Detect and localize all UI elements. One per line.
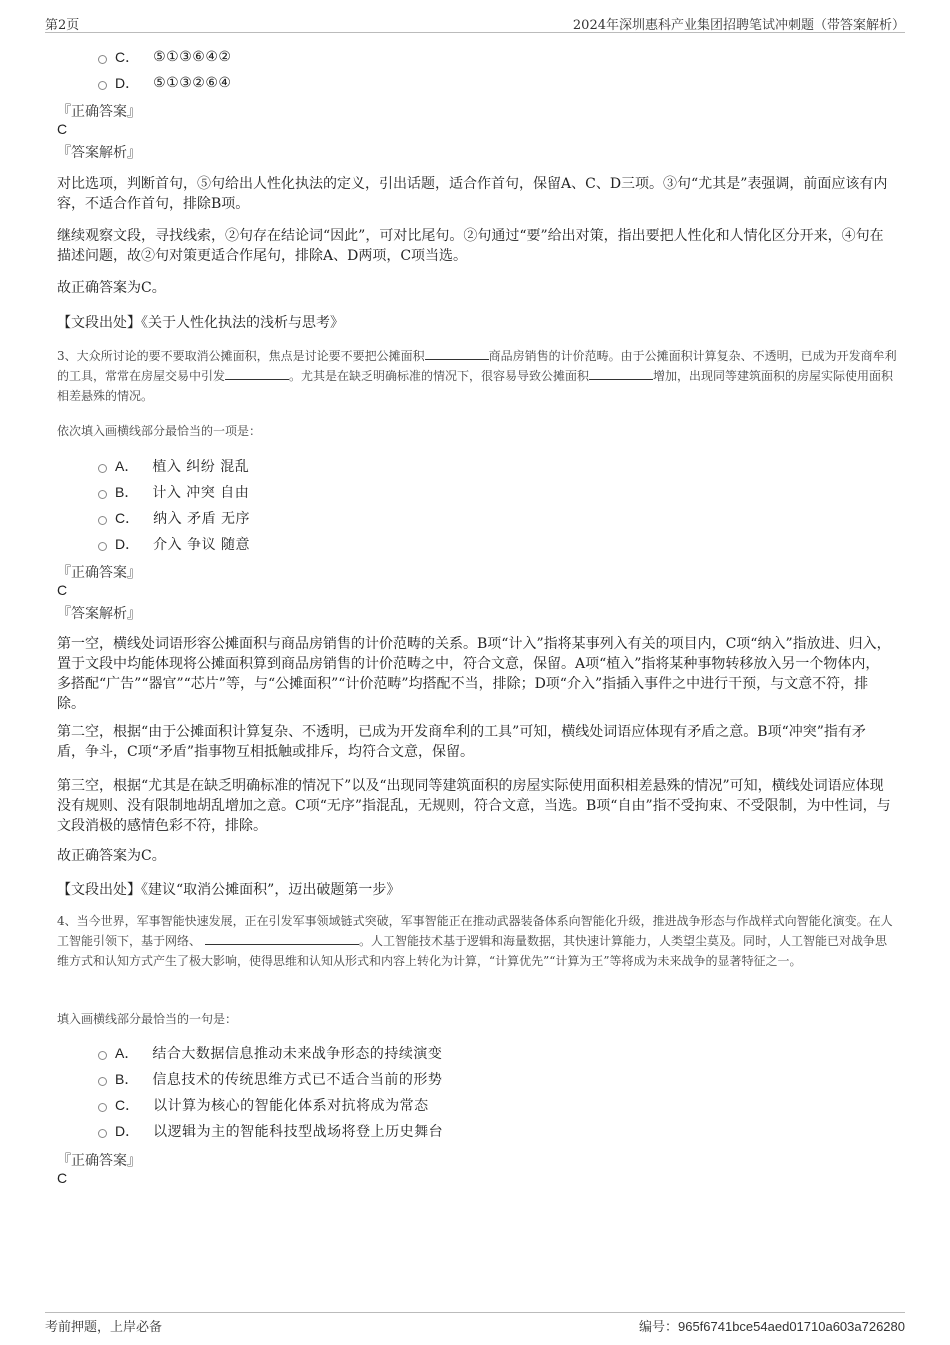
page-number: 第2页 bbox=[45, 18, 80, 33]
option-letter: A． bbox=[115, 458, 139, 474]
q3-stem bbox=[57, 346, 897, 406]
document-code bbox=[639, 1316, 905, 1335]
q4-prompt: 填入画横线部分最恰当的一句是： bbox=[57, 1012, 238, 1026]
option-text: 信息技术的传统思维方式已不适合当前的形势 bbox=[152, 1072, 443, 1088]
radio-icon[interactable] bbox=[98, 81, 107, 90]
option-letter: A． bbox=[115, 1045, 139, 1061]
option-letter: C． bbox=[115, 49, 140, 65]
q4-answer-label: 『正确答案』 bbox=[57, 1153, 141, 1169]
option-text: 纳入 矛盾 无序 bbox=[153, 511, 251, 527]
q2-source: 【文段出处】《关于人性化执法的浅析与思考》 bbox=[57, 315, 344, 331]
q3-analysis-para-3: 第三空，根据“尤其是在缺乏明确标准的情况下”以及“出现同等建筑面积的房屋实际使用面积相差悬殊的情况”可知，横线处词语应体现没有规则、没有限制地胡乱增加之意。C项“无序”指混乱，无规则，符合文意，当选。B项“自由”指不受拘束、不受限制，为中性词，与文段消极的感情色彩不符，排除。 bbox=[57, 778, 891, 834]
q4-option-c[interactable] bbox=[98, 1095, 429, 1115]
radio-icon[interactable] bbox=[98, 464, 107, 473]
stem-text: 3、大众所讨论的要不要取消公摊面积，焦点是讨论要不要把公摊面积 bbox=[57, 349, 425, 363]
blank-line bbox=[225, 367, 289, 380]
q3-option-b[interactable] bbox=[98, 482, 249, 502]
q3-prompt: 依次填入画横线部分最恰当的一项是： bbox=[57, 424, 262, 438]
stem-text: 商品房销售的计价范畴。由于公摊面积计算复杂、不透明，已成为开发商牟利的工具，常常在房屋交易中引发 bbox=[57, 349, 897, 383]
option-text: 以计算为核心的智能化体系对抗将成为常态 bbox=[153, 1098, 429, 1114]
q3-option-c[interactable] bbox=[98, 508, 250, 528]
option-letter: C． bbox=[115, 510, 140, 526]
radio-icon[interactable] bbox=[98, 1103, 107, 1112]
option-text: 植入 纠纷 混乱 bbox=[152, 459, 250, 475]
stem-text: 4、当今世界，军事智能快速发展，正在引发军事领域链式突破，军事智能正在推动武器装备体系向智能化升级，推进战争形态与作战样式向智能化演变。在人工智能引领下，基于网络、 bbox=[57, 914, 893, 948]
radio-icon[interactable] bbox=[98, 1051, 107, 1060]
q2-answer: C bbox=[57, 121, 68, 137]
q4-answer: C bbox=[57, 1170, 68, 1186]
page-footer bbox=[45, 1312, 905, 1335]
blank-line bbox=[425, 347, 489, 360]
q3-analysis-para-4: 故正确答案为C。 bbox=[57, 848, 166, 864]
q3-option-d[interactable] bbox=[98, 534, 250, 554]
q3-analysis-label: 『答案解析』 bbox=[57, 606, 141, 622]
code-label: 编号： bbox=[638, 1320, 678, 1335]
q2-analysis-para-2: 继续观察文段，寻找线索，②句存在结论词“因此”，可对比尾句。②句通过“要”给出对策，指出要把人性化和人情化区分开来，④句在描述问题，故②句对策更适合作尾句，排除A、D两项，C项当选。 bbox=[57, 228, 884, 264]
footer-slogan: 考前押题，上岸必备 bbox=[45, 1320, 163, 1335]
q4-stem bbox=[57, 911, 897, 971]
option-letter: D． bbox=[115, 75, 140, 91]
option-text: ⑤①③②⑥④ bbox=[153, 75, 232, 91]
option-letter: C． bbox=[115, 1097, 140, 1113]
q4-option-a[interactable] bbox=[98, 1043, 442, 1063]
stem-text: 。人工智能技术基于逻辑和海量数据，其快速计算能力，人类望尘莫及。同时，人工智能已对战争思维方式和认知方式产生了极大影响，使得思维和认知从形式和内容上转化为计算，“计算优先”“计算为王”等将成为未来战争的显著特征之一。 bbox=[57, 934, 888, 968]
q2-analysis-para-1: 对比选项，判断首句，⑤句给出人性化执法的定义，引出话题，适合作首句，保留A、C、D三项。③句“尤其是”表强调，前面应该有内容，不适合作首句，排除B项。 bbox=[57, 176, 888, 212]
q3-answer: C bbox=[57, 582, 68, 598]
page-header bbox=[45, 12, 905, 33]
radio-icon[interactable] bbox=[98, 542, 107, 551]
option-letter: B． bbox=[115, 484, 139, 500]
q3-option-a[interactable] bbox=[98, 456, 249, 476]
radio-icon[interactable] bbox=[98, 516, 107, 525]
radio-icon[interactable] bbox=[98, 55, 107, 64]
q3-source: 【文段出处】《建议“取消公摊面积”，迈出破题第一步》 bbox=[57, 882, 401, 898]
stem-text: 。尤其是在缺乏明确标准的情况下，很容易导致公摊面积 bbox=[289, 369, 590, 383]
q2-option-d[interactable] bbox=[98, 73, 231, 93]
option-text: 结合大数据信息推动未来战争形态的持续演变 bbox=[152, 1046, 443, 1062]
blank-line bbox=[205, 932, 359, 945]
radio-icon[interactable] bbox=[98, 1077, 107, 1086]
q3-answer-label: 『正确答案』 bbox=[57, 565, 141, 581]
q4-option-d[interactable] bbox=[98, 1121, 443, 1141]
blank-line bbox=[589, 367, 653, 380]
code-value: 965f6741bce54aed01710a603a726280 bbox=[677, 1319, 905, 1334]
option-text: 计入 冲突 自由 bbox=[152, 485, 250, 501]
option-text: 以逻辑为主的智能科技型战场将登上历史舞台 bbox=[153, 1124, 444, 1140]
document-title: 2024年深圳惠科产业集团招聘笔试冲刺题（带答案解析） bbox=[572, 18, 905, 33]
q3-analysis-para-2: 第二空，根据“由于公摊面积计算复杂、不透明，已成为开发商牟利的工具”可知，横线处词语应体现有矛盾之意。B项“冲突”指有矛盾，争斗，C项“矛盾”指事物互相抵触或排斥，均符合文意，保留。 bbox=[57, 724, 866, 760]
q2-analysis-para-3: 故正确答案为C。 bbox=[57, 280, 166, 296]
radio-icon[interactable] bbox=[98, 490, 107, 499]
q2-answer-label: 『正确答案』 bbox=[57, 104, 141, 120]
q3-analysis-para-1: 第一空，横线处词语形容公摊面积与商品房销售的计价范畴的关系。B项“计入”指将某事列入有关的项目内，C项“纳入”指放进、归入，置于文段中均能体现将公摊面积算到商品房销售的计价范畴之中，符合文意，保留。A项“植入”指将某种事物转移放入另一个物体内，多搭配“广告”“器官”“芯片”等，与“公摊面积”“计价范畴”均搭配不当，排除；D项“介入”指插入事件之中进行干预，与文意不符，排除。 bbox=[57, 636, 891, 712]
option-letter: D． bbox=[115, 536, 140, 552]
q2-option-c[interactable] bbox=[98, 47, 231, 67]
q4-option-b[interactable] bbox=[98, 1069, 442, 1089]
q2-analysis-label: 『答案解析』 bbox=[57, 145, 141, 161]
option-text: 介入 争议 随意 bbox=[153, 537, 251, 553]
radio-icon[interactable] bbox=[98, 1129, 107, 1138]
option-text: ⑤①③⑥④② bbox=[153, 49, 232, 65]
stem-text: 增加，出现同等建筑面积的房屋实际使用面积相差悬殊的情况。 bbox=[57, 369, 894, 403]
option-letter: D． bbox=[115, 1123, 140, 1139]
option-letter: B． bbox=[115, 1071, 139, 1087]
